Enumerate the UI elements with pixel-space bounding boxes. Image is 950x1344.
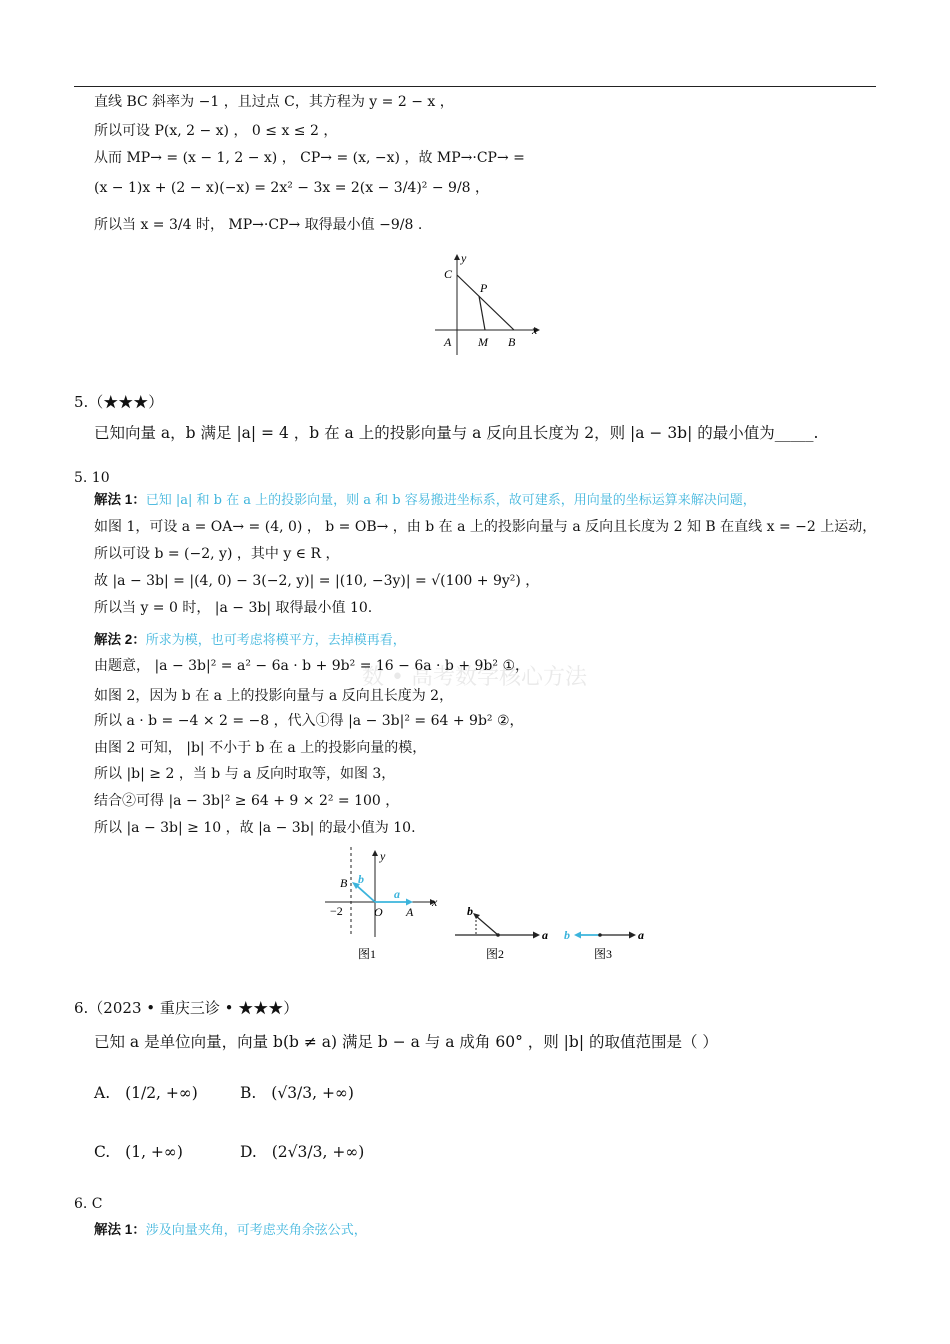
q6-option-b-value: (√3/3, +∞): [271, 1084, 354, 1102]
sol5-m1-line-3: 故 |a − 3b| = |(4, 0) − 3(−2, y)| = |(10, −3y)| = √(100 + 9y²) ，: [94, 573, 540, 589]
fig1-label-y: y: [380, 849, 386, 863]
sol5-m1-line-1: 如图 1，可设 a = OA→ = (4, 0) ， b = OB→ ，由 b 在 a 上的投影向量与 a 反向且长度为 2 知 B 在直线 x = −2 上运动，: [94, 519, 877, 535]
fig4-y-arrow: [454, 254, 460, 260]
sol5-m2-line-1: 由题意， |a − 3b|² = a² − 6a · b + 9b² = 16 − 6a · b + 9b² ①，: [94, 658, 529, 674]
q6-option-d-value: (2√3/3, +∞): [271, 1143, 365, 1161]
fig1-label-b: b: [358, 872, 364, 886]
q6-option-a: [94, 1083, 198, 1103]
fig4-label-y: y: [461, 251, 467, 265]
sol5-m2-line-6: 结合②可得 |a − 3b|² ≥ 64 + 9 × 2² = 100 ，: [94, 793, 400, 809]
sol5-m2-line-5: 所以 |b| ≥ 2 ，当 b 与 a 反向时取等，如图 3，: [94, 766, 396, 782]
fig3-label-a: a: [638, 928, 644, 942]
sol6-method1-label: 解法 1：: [94, 1222, 146, 1237]
sol5-m1-line-4: 所以当 y = 0 时， |a − 3b| 取得最小值 10.: [94, 600, 373, 616]
q6-option-c-value: (1, +∞): [125, 1143, 183, 1161]
fig4-label-m: M: [478, 335, 488, 349]
fig4-label-a: A: [444, 335, 452, 349]
q6-option-c: [94, 1142, 183, 1162]
fig2-vector-b: [476, 916, 498, 935]
fig1-vector-b: [356, 885, 375, 902]
sol6-method1-hint: 涉及向量夹角，可考虑夹角余弦公式，: [145, 1223, 367, 1238]
sol4-line-4: (x − 1)x + (2 − x)(−x) = 2x² − 3x = 2(x − 3/4)² − 9/8 ，: [94, 180, 490, 196]
sol4-figure: [430, 250, 545, 360]
header-rule: [74, 86, 876, 87]
fig4-label-x: x: [532, 323, 538, 337]
fig2-origin-dot: [496, 933, 500, 937]
sol5-method2-hint: 所求为模，也可考虑将模平方，去掉模再看，: [145, 633, 406, 648]
sol4-line-5: 所以当 x = 3/4 时， MP→·CP→ 取得最小值 −9/8 .: [94, 217, 423, 233]
fig3-label-b: b: [564, 928, 570, 942]
fig3-caption: 图3: [594, 947, 613, 961]
fig1-label-x: x: [432, 895, 438, 909]
sol4-line-1: 直线 BC 斜率为 −1 ，且过点 C，其方程为 y = 2 − x ，: [94, 94, 454, 110]
q6-option-a-value: (1/2, +∞): [125, 1084, 198, 1102]
q6-option-c-label: C.: [94, 1143, 111, 1161]
fig1-label-B: B: [340, 876, 348, 890]
q6-option-b: [240, 1083, 354, 1103]
fig1-label-O: O: [374, 905, 383, 919]
fig3-a-head: [629, 932, 636, 939]
fig4-label-b: B: [508, 335, 516, 349]
fig3-origin-dot: [598, 933, 602, 937]
sol5-m1-line-2: 所以可设 b = (−2, y) ，其中 y ∈ R ，: [94, 546, 340, 562]
sol5-answer: 5. 10: [74, 470, 110, 486]
q6-option-d-label: D.: [240, 1143, 257, 1161]
q6-option-b-label: B.: [240, 1084, 257, 1102]
q6-heading: 6.（2023 • 重庆三诊 • ★★★）: [74, 999, 299, 1017]
sol5-method1-hint: 已知 |a| 和 b 在 a 上的投影向量，则 a 和 b 容易搬进坐标系，故可建系，用向量的坐标运算来解决问题，: [145, 493, 756, 508]
q6-option-d: [240, 1142, 364, 1162]
fig1-label-minus2: −2: [330, 904, 343, 918]
fig2-a-arrow: [533, 932, 540, 939]
sol5-figures: [320, 842, 650, 967]
sol5-m2-line-3: 所以 a · b = −4 × 2 = −8 ，代入①得 |a − 3b|² = 64 + 9b² ②，: [94, 713, 524, 729]
fig4-label-p: P: [480, 281, 488, 295]
fig2-label-a: a: [542, 928, 548, 942]
sol5-m2-line-4: 由图 2 可知， |b| 不小于 b 在 a 上的投影向量的模，: [94, 740, 427, 756]
q6-text: 已知 a 是单位向量，向量 b(b ≠ a) 满足 b − a 与 a 成角 60° ，则 |b| 的取值范围是（ ）: [94, 1033, 718, 1051]
fig4-label-c: C: [444, 267, 453, 281]
fig2-caption: 图2: [486, 947, 505, 961]
fig1-caption: 图1: [358, 947, 377, 961]
sol5-method1-label: 解法 1：: [94, 492, 146, 507]
fig2-label-b: b: [467, 904, 473, 918]
sol4-line-2: 所以可设 P(x, 2 − x) ， 0 ≤ x ≤ 2 ，: [94, 123, 338, 139]
sol5-m2-line-7: 所以 |a − 3b| ≥ 10 ，故 |a − 3b| 的最小值为 10.: [94, 820, 416, 836]
sol5-m2-line-2: 如图 2，因为 b 在 a 上的投影向量与 a 反向且长度为 2，: [94, 688, 454, 704]
q6-option-a-label: A.: [94, 1084, 111, 1102]
fig3-b-head: [574, 932, 581, 939]
q5-heading: 5.（★★★）: [74, 393, 164, 411]
watermark: 数 • 高考数学核心方法: [362, 665, 587, 690]
fig1-label-A: A: [406, 905, 414, 919]
fig1-label-a: a: [394, 887, 400, 901]
sol4-line-3: 从而 MP→ = (x − 1, 2 − x) ， CP→ = (x, −x) ，故 MP→·CP→ =: [94, 150, 525, 166]
fig1-y-arrow: [372, 850, 378, 856]
q5-text: 已知向量 a，b 满足 |a| = 4 ，b 在 a 上的投影向量与 a 反向且长度为 2，则 |a − 3b| 的最小值为_____.: [94, 424, 819, 442]
sol6-answer: 6. C: [74, 1196, 103, 1212]
sol5-method2-label: 解法 2：: [94, 632, 146, 647]
